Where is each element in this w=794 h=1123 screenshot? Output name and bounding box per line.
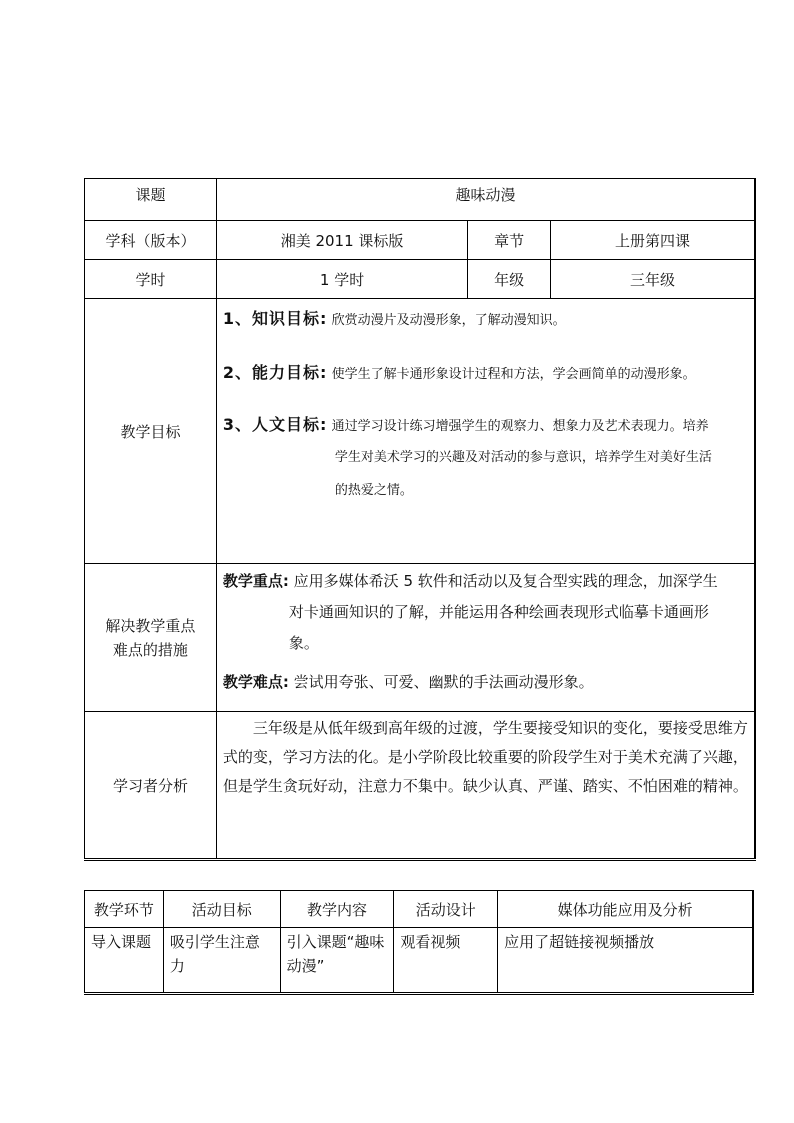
key-point-text2: 对卡通画知识的了解，并能运用各种绘画表现形式临摹卡通画形 <box>288 603 709 621</box>
header-goal: 活动目标 <box>163 891 280 928</box>
learner-cell <box>216 712 755 860</box>
cell-goal: 吸引学生注意力 <box>163 928 280 994</box>
goal-ability <box>217 361 754 387</box>
topic-value: 趣味动漫 <box>216 179 755 221</box>
subject-value: 湘美 2011 课标版 <box>216 221 467 260</box>
chapter-value: 上册第四课 <box>551 221 755 260</box>
goal3-heading: 3、人文目标: <box>222 415 328 434</box>
learner-text: 三年级是从低年级到高年级的过渡，学生要接受知识的变化，要接受思维方式的变，学习方法的化。是小学阶段比较重要的阶段学生对于美术充满了兴趣，但是学生贪玩好动，注意力不集中。缺少认真、严谨、踏实、不怕困难的精神。 <box>222 719 748 795</box>
hours-label: 学时 <box>85 260 217 299</box>
subject-row <box>85 221 756 260</box>
goal2-heading: 2、能力目标: <box>222 363 328 382</box>
measures-cell <box>216 564 755 712</box>
topic-label: 课题 <box>85 179 217 221</box>
key-point-heading: 教学重点: <box>222 572 289 590</box>
goal-knowledge <box>217 307 754 333</box>
cell-stage: 导入课题 <box>85 928 164 994</box>
measures-row <box>85 564 756 712</box>
activity-header-row <box>85 891 754 928</box>
header-design: 活动设计 <box>394 891 498 928</box>
goal-humanity <box>217 413 754 439</box>
key-point-text1: 应用多媒体希沃 5 软件和活动以及复合型实践的理念，加深学生 <box>293 572 718 590</box>
key-point-text3: 象。 <box>288 634 319 652</box>
goal3-text-line1: 通过学习设计练习增强学生的观察力、想象力及艺术表现力。培养 <box>331 419 709 434</box>
header-media: 媒体功能应用及分析 <box>498 891 753 928</box>
difficulty-line <box>217 667 754 698</box>
measures-label <box>85 564 217 712</box>
learner-label: 学习者分析 <box>85 712 217 860</box>
goal1-text: 欣赏动漫片及动漫形象，了解动漫知识。 <box>331 313 566 328</box>
cell-design: 观看视频 <box>394 928 498 994</box>
goal1-heading: 1、知识目标: <box>222 309 328 328</box>
cell-content: 引入课题“趣味动漫” <box>280 928 394 994</box>
lesson-info-table <box>84 178 756 861</box>
goals-row <box>85 299 756 564</box>
grade-label: 年级 <box>468 260 551 299</box>
hours-value: 1 学时 <box>216 260 467 299</box>
key-point-line1 <box>217 566 754 597</box>
difficulty-heading: 教学难点: <box>222 673 289 691</box>
table-row <box>85 928 754 994</box>
chapter-label: 章节 <box>468 221 551 260</box>
hours-row <box>85 260 756 299</box>
goals-label: 教学目标 <box>85 299 217 564</box>
subject-label: 学科（版本） <box>85 221 217 260</box>
header-content: 教学内容 <box>280 891 394 928</box>
cell-media: 应用了超链接视频播放 <box>498 928 753 994</box>
difficulty-text: 尝试用夸张、可爱、幽默的手法画动漫形象。 <box>293 673 594 691</box>
goal3-text-line3: 的热爱之情。 <box>334 483 413 498</box>
activity-table <box>84 890 754 995</box>
learner-row <box>85 712 756 860</box>
header-stage: 教学环节 <box>85 891 164 928</box>
goal3-text-line2: 学生对美术学习的兴趣及对活动的参与意识，培养学生对美好生活 <box>334 450 712 465</box>
measures-label-text: 解决教学重点难点的措施 <box>105 616 196 659</box>
topic-row <box>85 179 756 221</box>
goals-cell <box>216 299 755 564</box>
grade-value: 三年级 <box>551 260 755 299</box>
goal2-text: 使学生了解卡通形象设计过程和方法，学会画简单的动漫形象。 <box>331 367 696 382</box>
